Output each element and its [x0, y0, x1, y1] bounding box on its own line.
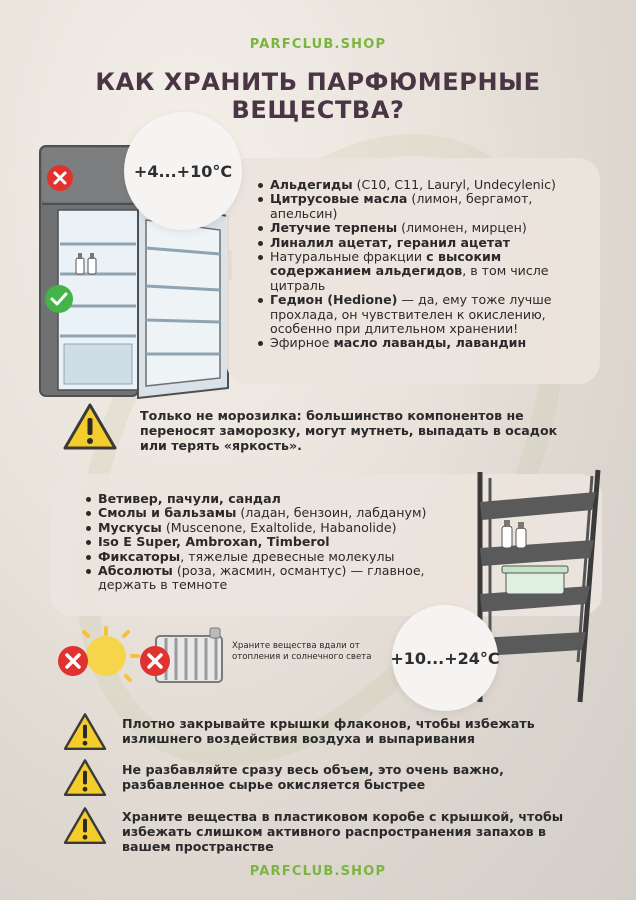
heat-light-note: Храните вещества вдали от отопления и солнечного света	[232, 641, 372, 662]
freezer-warning-text: Только не морозилка: большинство компонентов не переносят заморозку, могут мутнеть, выпадать в осадок или терять «яркость».	[140, 408, 558, 453]
list-item: Смолы и бальзамы (ладан, бензоин, лабданум)	[84, 506, 476, 520]
tip-plastic-box: Храните вещества в пластиковом коробе с крышкой, чтобы избежать слишком активного распространения запахов в вашем пространстве	[122, 809, 564, 854]
list-item: Iso E Super, Ambroxan, Timberol	[84, 535, 476, 549]
fridge-substances-list	[256, 178, 596, 351]
cross-icon	[46, 164, 74, 192]
shelf-temperature-badge: +10...+24°C	[392, 605, 498, 711]
list-item: Гедион (Hedione) — да, ему тоже лучше прохлада, он чувствителен к окислению, особенно при длительном хранении!	[256, 293, 596, 336]
cross-icon	[138, 644, 172, 678]
fridge-temperature-badge: +4...+10°C	[124, 112, 242, 230]
list-item: Абсолюты (роза, жасмин, османтус) — главное, держать в темноте	[84, 564, 476, 593]
list-item: Мускусы (Muscenone, Exaltolide, Habanolide)	[84, 521, 476, 535]
warning-icon	[62, 806, 108, 846]
warning-icon	[62, 712, 108, 752]
list-item: Натуральные фракции с высоким содержанием альдегидов, в том числе цитраль	[256, 250, 596, 293]
list-item: Эфирное масло лаванды, лавандин	[256, 336, 596, 350]
brand-header[interactable]: PARFCLUB.SHOP	[249, 37, 387, 52]
warning-icon	[62, 402, 118, 452]
warning-icon	[62, 758, 108, 798]
list-item: Летучие терпены (лимонен, мирцен)	[256, 221, 596, 235]
list-item: Фиксаторы, тяжелые древесные молекулы	[84, 550, 476, 564]
list-item: Ветивер, пачули, сандал	[84, 492, 476, 506]
page-title	[40, 68, 596, 124]
list-item: Альдегиды (C10, C11, Lauryl, Undecylenic)	[256, 178, 596, 192]
check-icon	[44, 284, 74, 314]
cross-icon	[56, 644, 90, 678]
title-line-2: ВЕЩЕСТВА?	[231, 96, 405, 124]
list-item: Цитрусовые масла (лимон, бергамот, апельсин)	[256, 192, 596, 221]
tip-close-caps: Плотно закрывайте крышки флаконов, чтобы избежать излишнего воздействия воздуха и выпаривания	[122, 716, 535, 746]
tip-dilution: Не разбавляйте сразу весь объем, это очень важно, разбавленное сырье окисляется быстрее	[122, 762, 504, 792]
shelf-substances-list	[84, 492, 476, 593]
title-line-1: КАК ХРАНИТЬ ПАРФЮМЕРНЫЕ	[95, 68, 541, 96]
list-item: Линалил ацетат, геранил ацетат	[256, 236, 596, 250]
brand-footer[interactable]: PARFCLUB.SHOP	[249, 864, 387, 879]
